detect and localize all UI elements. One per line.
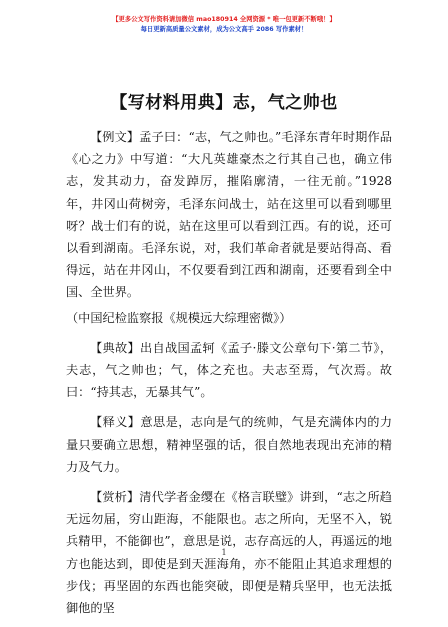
paragraph-label: 【释义】: [90, 415, 141, 430]
paragraph-text: 出自战国孟轲《孟子·滕文公章句下·第二节》，夫志，气之帅也；气，体之充也。夫志至焉，气次焉。故曰：“持其志，无暴其气”。: [66, 340, 393, 400]
page-number: 1: [221, 548, 227, 557]
header-promo-line: 【更多公文写作资料请加微信 mao180914 全网资源 * 唯一包更新不断哦！】: [112, 16, 336, 23]
document-title: 【写材料用典】志，气之帅也: [110, 93, 338, 113]
paragraph-origin: [66, 337, 392, 404]
paragraph-label: 【例文】: [90, 130, 140, 144]
paragraph-label: 【赏析】: [90, 490, 140, 505]
paragraph-text: 孟子曰：“志，气之帅也。”毛泽东青年时期作品《心之力》中写道：“大凡英雄豪杰之行其自己也，确立伟志，发其动力，奋发踔厉，摧陷廓清，一往无前。”1928 年，井冈山荷树旁，毛泽东问战士，站在这里可以看到哪里呀？战士们有的说，站在这里可以看到江西。有的说，还可以看到湖南。毛泽东说，对，我们革命者就是要站得高、看得远，站在井冈山，不仅要看到江西和湖南，还要看到全中国、全世界。: [66, 130, 392, 300]
paragraph-text: 清代学者金缨在《格言联璧》讲到，“志之所趋无远勿届，穷山距海，不能限也。志之所向，无坚不入，锐兵精甲，不能御也”，意思是说，志存高远的人，再遥远的地方也能达到，即使是到天涯海角，亦不能阻止其追求理想的步伐；再坚固的东西也能突破，即便是精兵坚甲，也无法抵御他的坚: [66, 490, 392, 616]
paragraph-text: （中国纪检监察报《规模远大综理密微》）: [66, 310, 292, 325]
paragraph-example: [66, 126, 392, 304]
paragraph-meaning: [66, 411, 392, 478]
header-subtitle-line: 每日更新高质量公文素材，成为公文高手 2086 写作素材！: [140, 26, 308, 33]
paragraph-label: 【典故】: [90, 340, 141, 355]
paragraph-source: [66, 307, 392, 329]
paragraph-text: 意思是，志向是气的统帅，气是充满体内的力量只要确立思想，精神坚强的话，很自然地表现出充沛的精力及气力。: [66, 415, 393, 474]
